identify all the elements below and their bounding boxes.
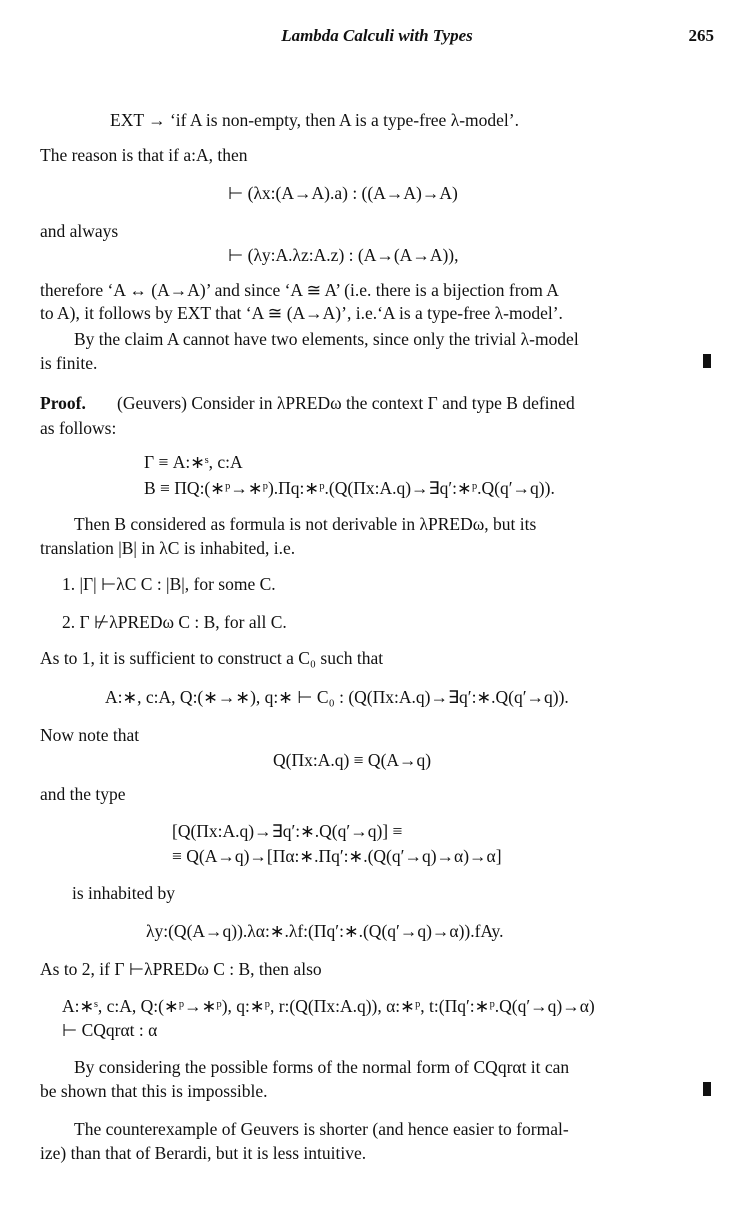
text-line: Now note that	[40, 725, 140, 745]
text-line: translation |B| in λC is inhabited, i.e.	[40, 538, 296, 558]
text-line: therefore ‘A ↔ (A→A)’ and since ‘A ≅ A’ (i.e. there is a bijection from A	[40, 280, 559, 300]
text-line: Γ ≡ A:∗ˢ, c:A	[144, 452, 243, 472]
text-line: as follows:	[40, 418, 117, 438]
text-line: By considering the possible forms of the normal form of CQqrαt it can	[74, 1057, 570, 1077]
text-line: Q(Πx:A.q) ≡ Q(A→q)	[273, 750, 432, 770]
text-line: A:∗ˢ, c:A, Q:(∗ᵖ→∗ᵖ), q:∗ᵖ, r:(Q(Πx:A.q)), α:∗ᵖ, t:(Πq′:∗ᵖ.Q(q′→q)→α)	[62, 996, 595, 1016]
text-line: The counterexample of Geuvers is shorter (and hence easier to formal-	[74, 1119, 569, 1139]
text-line: to A), it follows by EXT that ‘A ≅ (A→A)’, i.e.‘A is a type-free λ-model’.	[40, 303, 563, 323]
qed-mark	[703, 354, 711, 368]
text-line: (Geuvers) Consider in λPREDω the context Γ and type B defined	[117, 393, 575, 413]
text-line: and the type	[40, 784, 126, 804]
text-line: is finite.	[40, 353, 98, 373]
text-line: As to 1, it is sufficient to construct a C₀ such that	[40, 648, 384, 668]
text-line: A:∗, c:A, Q:(∗→∗), q:∗ ⊢ C₀ : (Q(Πx:A.q)→∃q′:∗.Q(q′→q)).	[105, 687, 569, 707]
text-line: The reason is that if a:A, then	[40, 145, 248, 165]
text-line: B ≡ ΠQ:(∗ᵖ→∗ᵖ).Πq:∗ᵖ.(Q(Πx:A.q)→∃q′:∗ᵖ.Q(q′→q)).	[144, 478, 555, 498]
text-line: 1. |Γ| ⊢λC C : |B|, for some C.	[62, 574, 276, 594]
text-line: As to 2, if Γ ⊢λPREDω C : B, then also	[40, 959, 322, 979]
text-line: Proof.	[40, 393, 86, 413]
page-header	[40, 26, 714, 54]
running-title: Lambda Calculi with Types	[281, 26, 473, 45]
text-line: [Q(Πx:A.q)→∃q′:∗.Q(q′→q)] ≡	[172, 821, 403, 841]
text-line: ≡ Q(A→q)→[Πα:∗.Πq′:∗.(Q(q′→q)→α)→α]	[172, 846, 502, 866]
text-line: ⊢ (λx:(A→A).a) : ((A→A)→A)	[228, 183, 458, 203]
text-line: EXT → ‘if A is non-empty, then A is a type-free λ-model’.	[110, 110, 519, 130]
text-line: 2. Γ ⊬λPREDω C : B, for all C.	[62, 612, 287, 632]
text-line: Then B considered as formula is not derivable in λPREDω, but its	[74, 514, 537, 534]
text-line: and always	[40, 221, 119, 241]
qed-mark	[703, 1082, 711, 1096]
text-line: is inhabited by	[72, 883, 176, 903]
text-line: By the claim A cannot have two elements, since only the trivial λ-model	[74, 329, 579, 349]
text-line: ize) than that of Berardi, but it is less intuitive.	[40, 1143, 367, 1163]
text-line: ⊢ CQqrαt : α	[62, 1020, 158, 1040]
text-line: ⊢ (λy:A.λz:A.z) : (A→(A→A)),	[228, 245, 459, 265]
text-line: λy:(Q(A→q)).λα:∗.λf:(Πq′:∗.(Q(q′→q)→α)).fAy.	[146, 921, 504, 941]
page-number: 265	[688, 26, 714, 45]
text-line: be shown that this is impossible.	[40, 1081, 268, 1101]
